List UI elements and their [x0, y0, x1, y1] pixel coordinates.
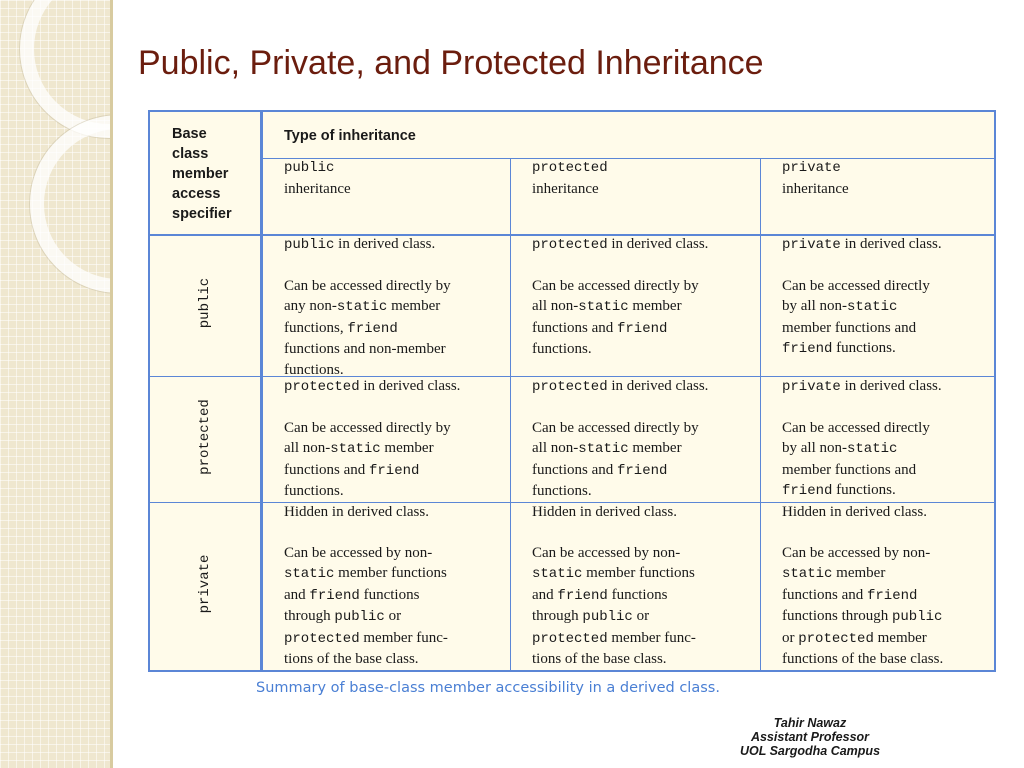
cell-private-public: Hidden in derived class. Can be accessed by non- static member functions and friend functions through public or protected member func- tions of the base class.: [284, 504, 448, 667]
row-label-private: private: [197, 554, 213, 614]
inheritance-table: [148, 110, 996, 672]
cell-public-protected: protected in derived class. Can be accessed directly by all non-static member functions and friend functions.: [532, 236, 709, 357]
cell-public-public: public in derived class. Can be accessed directly by any non-static member functions, friend functions and non-member functions.: [284, 236, 451, 378]
decorative-side-strip: [0, 0, 113, 768]
type-of-inheritance-header: Type of inheritance: [284, 128, 416, 144]
grid-line: [260, 112, 263, 670]
author-role: Assistant Professor: [750, 730, 870, 744]
column-header-protected: protected inheritance: [532, 160, 608, 197]
table-caption: Summary of base-class member accessibility in a derived class.: [256, 680, 720, 696]
row-label-public: public: [197, 277, 213, 329]
grid-line: [262, 158, 994, 159]
author-campus: UOL Sargodha Campus: [739, 744, 881, 758]
column-header-public: public inheritance: [284, 160, 351, 197]
cell-protected-public: protected in derived class. Can be accessed directly by all non-static member functions and friend functions.: [284, 378, 461, 499]
cell-private-private: Hidden in derived class. Can be accessed by non- static member functions and friend functions through public or protected member functions of the base class.: [782, 504, 944, 667]
corner-header: Base class member access specifier: [172, 126, 232, 222]
cell-public-private: private in derived class. Can be accessed directly by all non-static member functions and friend functions.: [782, 236, 942, 357]
cell-protected-private: private in derived class. Can be accessed directly by all non-static member functions and friend functions.: [782, 378, 942, 499]
strip-edge: [110, 0, 113, 768]
cell-protected-protected: protected in derived class. Can be accessed directly by all non-static member functions and friend functions.: [532, 378, 709, 499]
author-credit: [700, 716, 920, 758]
decorative-ring: [30, 115, 113, 293]
row-label-protected: protected: [197, 399, 213, 475]
cell-private-protected: Hidden in derived class. Can be accessed by non- static member functions and friend functions through public or protected member func- tions of the base class.: [532, 504, 696, 667]
author-name: Tahir Nawaz: [773, 716, 847, 730]
slide-title: Public, Private, and Protected Inheritance: [138, 44, 764, 82]
column-header-private: private inheritance: [782, 160, 849, 197]
